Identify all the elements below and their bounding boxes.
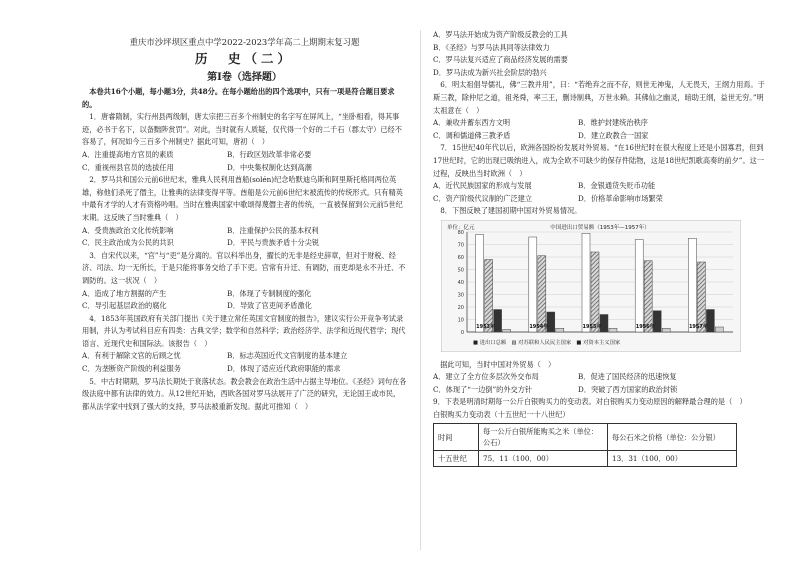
trade-bar-chart: [441, 220, 741, 352]
column-divider: [420, 30, 421, 550]
y-tick-label: 40: [457, 279, 464, 286]
bar: [635, 239, 643, 332]
table-header-cell: 每公石米之价格（单位：公分银）: [608, 424, 737, 451]
subject-title: 历 史（二）: [194, 51, 294, 66]
answer-option: C．资产阶级代议制的广泛建立: [433, 193, 532, 203]
question-options: [433, 180, 766, 205]
answer-option: D．中央集权制化达到高潮: [227, 162, 312, 172]
left-column: [82, 0, 407, 413]
chart-legend: ■ 进出口总额 ▨ 对苏联和人民民主国家 ■ 对资本主义国家: [473, 339, 621, 346]
y-tick-label: 10: [457, 317, 464, 324]
right-column: [433, 29, 766, 467]
y-tick-label: 30: [457, 292, 464, 299]
q9-stem: 9．下表是明清时期每一公斤白银购买力的变动表。对白银购买力变动原因的解释最合理的是（ ）: [433, 397, 747, 407]
question-stem: 8．下图反映了建国初期中国对外贸易情况。: [440, 206, 582, 216]
answer-option: A．建立了全方位多层次外交布局: [433, 372, 539, 382]
exam-title: 重庆市沙坪坝区重点中学2022-2023学年高二上期期末复习题: [129, 37, 360, 47]
left-questions: [82, 111, 407, 413]
y-tick-label: 60: [457, 254, 464, 261]
answer-option: D．突破了西方国家的政治封锁: [578, 384, 678, 394]
q5-options: [433, 29, 766, 79]
question-stem: 4．1853年英国政府有关部门提出《关于建立常任英国文官制度的报告》，建议实行公开竞争考试录用制，并认为考试科目应有四类：古典文学；数学和自然科学；政治经济学、法学和近现代哲学；现代语言、近现代史和国际法。该报告（ ）: [82, 313, 406, 348]
section-intro: 本卷共16个小题，每小题3分，共48分。在每小题给出的四个选项中，只有一项是符合题目要求的。: [82, 87, 395, 109]
trade-chart: [441, 220, 766, 357]
bar: [538, 256, 546, 332]
answer-option: A．造成了地方割据的产生: [82, 288, 167, 298]
answer-option: C．为垄断资产阶级的利益服务: [82, 364, 181, 374]
answer-option: D．体现了适应近代政府职能的需求: [227, 364, 341, 374]
question-options: [82, 288, 407, 313]
answer-option: C．重视州县官员的选拔任用: [82, 162, 174, 172]
answer-option: B．《圣经》与罗马法具同等法律效力: [433, 42, 550, 52]
q8-options: [433, 371, 766, 396]
question-stem: 6．明太祖倡导儒礼，佛“三教并用”，曰：“若绝弃之而不存，则世无神鬼，人无畏天，王纲力用焉。于斯三教，除仲尼之道，祖尧舜，率三王，删诗制典，万世永赖。其佛仙之幽灵，暗助王纲，益世无穷。”明太祖意在（ ）: [433, 80, 765, 115]
question-options: [82, 225, 407, 250]
bar: [503, 329, 511, 332]
answer-option: A．受贵族政治文化传统影响: [82, 225, 174, 235]
answer-option: B．行政区划改革非常必要: [227, 149, 312, 159]
table-header-cell: 时间: [434, 424, 479, 451]
bar: [591, 252, 599, 332]
answer-option: C．民主政治成为公民的共识: [82, 238, 174, 248]
table-cell: 十五世纪: [434, 451, 479, 467]
y-tick-label: 0: [460, 329, 464, 336]
q9-table-title: 白银购买力变动表（十五世纪一十八世纪）: [433, 409, 570, 419]
y-tick-label: 70: [457, 242, 464, 249]
bar: [609, 328, 617, 332]
bar: [529, 237, 537, 332]
question-stem: 2．罗马共和国公元前6世纪末，雅典人民利用酋船(solén)纪念哈默迪乌斯和阿里斯托格同两位英雄，称他们杀死了僭主，让雅典的法律变得平等。酋船是公元前6世纪末被流传的传统形式。只有精英中最有才学的人才有资格吟唱。当时在雅典国家中歌颂得蔑僭主者的传统，一直被保留到公元前5世纪末期。这反映了当时雅典（ ）: [82, 175, 403, 222]
y-tick-label: 20: [457, 304, 464, 311]
bar: [476, 234, 484, 332]
question-stem: 7．15世纪40年代以后，欧洲各国纷纷发展对外贸易。“在16世纪时在很大程度上还是小国寡君，但到17世纪时，它的出现已吸纳进入，成为全欧不可缺少的保存件陆物，这是18世纪凯歌高奏的前夕”。这一过程，反映出当时欧洲（ ）: [433, 143, 765, 178]
answer-option: B．标志英国近代文官制度的基本建立: [227, 351, 348, 361]
answer-option: A．近代民族国家的形成与发展: [433, 181, 532, 191]
chart-title: 中国进出口贸易额（1953年—1957年）: [550, 224, 650, 231]
table-cell: 13．31（100．00）: [608, 451, 737, 467]
y-tick-label: 50: [457, 267, 464, 274]
answer-option: C．体现了“一边倒”的外交方针: [433, 384, 533, 394]
x-tick-label: 1954年: [529, 323, 549, 330]
answer-option: C．罗马法复兴适应了商品经济发展的需要: [433, 55, 568, 65]
question-stem: 5．中古时期期，罗马法长期处于衰落状态。教会教会在政治生活中占据主导地位。《圣经》词句在各级法庭中都有法律的效力。从12世纪开始，西欧各国对罗马法展开了广泛的研究，无论国王或市民，都从法学家中找到了强大的支持，罗马法被重新发现。据此可推知（ ）: [82, 376, 407, 411]
answer-option: C．导引起基层政治的腐化: [82, 301, 167, 311]
answer-option: B．维护封建统治秩序: [578, 118, 648, 128]
answer-option: A．注重提高地方官员的素质: [82, 149, 174, 159]
answer-option: D．价格革命影响市场繁荣: [578, 193, 663, 203]
answer-option: B．注重保护公民的基本权利: [227, 225, 319, 235]
bar: [662, 328, 670, 332]
answer-option: B．体现了专制制度的强化: [227, 288, 312, 298]
x-tick-label: 1955年: [582, 323, 602, 330]
bar: [485, 259, 493, 332]
x-tick-label: 1953年: [476, 323, 496, 330]
bar: [697, 262, 705, 332]
silver-price-table: [433, 423, 737, 467]
answer-option: D．导致了官吏间矛盾激化: [227, 301, 312, 311]
bar: [556, 328, 564, 332]
question-options: [82, 350, 407, 375]
answer-option: A．罗马法开始成为资产阶级反教会的工具: [433, 30, 568, 39]
answer-option: D．平民与贵族矛盾十分尖锐: [227, 238, 320, 248]
answer-option: A．有利于解除文官的后顾之忧: [82, 351, 181, 361]
question-stem: 1．唐睿隋制，实行州县两级制，唐太宗把三百多个州制史的名字写在屏风上，“坐卧相看，得其事迹，必书于名下，以备黜陟赏罚”。对此，当时就有人质疑，仅代得一个好的二千石（郡太守）已经不容易了，何况如今三百多个州制史？据此可知，唐初（ ）: [82, 112, 402, 147]
answer-option: A．兼收并蓄东西方文明: [433, 118, 511, 128]
q8-followup: 据此可知，当时中国对外贸易（ ）: [440, 359, 556, 369]
answer-option: B．促进了国民经济的迅速恢复: [578, 372, 677, 382]
question-stem: 3．自宋代以来，“官”与“吏”是分离的。官以科举出身，擢长的无非是经史辞章，但对于财税、经济、司法、均一无所长，于是只能将事务交给了手下吏。官常有升迁、有调防，而吏却是永不升迁、不调防的。这一状况（ ）: [82, 250, 406, 285]
answer-option: D．罗马法成为新兴社会阶层的勃兴: [433, 67, 547, 77]
x-tick-label: 1957年: [688, 323, 708, 330]
answer-option: C．调和儒道佛三教矛盾: [433, 130, 511, 140]
section-title: 第Ⅰ卷（选择题）: [207, 72, 282, 83]
table-header-cell: 每一公斤白银所能购买之米（单位：公石）: [479, 424, 608, 451]
bar: [582, 233, 590, 332]
y-tick-label: 80: [457, 229, 464, 236]
y-axis-label: 单位：亿元: [447, 224, 475, 231]
table-cell: 75．11（100．00）: [479, 451, 608, 467]
question-options: [82, 149, 407, 174]
table-row: [434, 451, 737, 467]
x-tick-label: 1956年: [635, 323, 655, 330]
answer-option: B．金银通货失贬币功能: [578, 181, 656, 191]
right-questions: [433, 79, 766, 218]
table-header-row: [434, 424, 737, 451]
bar: [688, 238, 696, 332]
answer-option: D．建立政教合一国家: [578, 130, 649, 140]
bar: [715, 327, 723, 332]
bar: [644, 261, 652, 332]
question-options: [433, 117, 766, 142]
